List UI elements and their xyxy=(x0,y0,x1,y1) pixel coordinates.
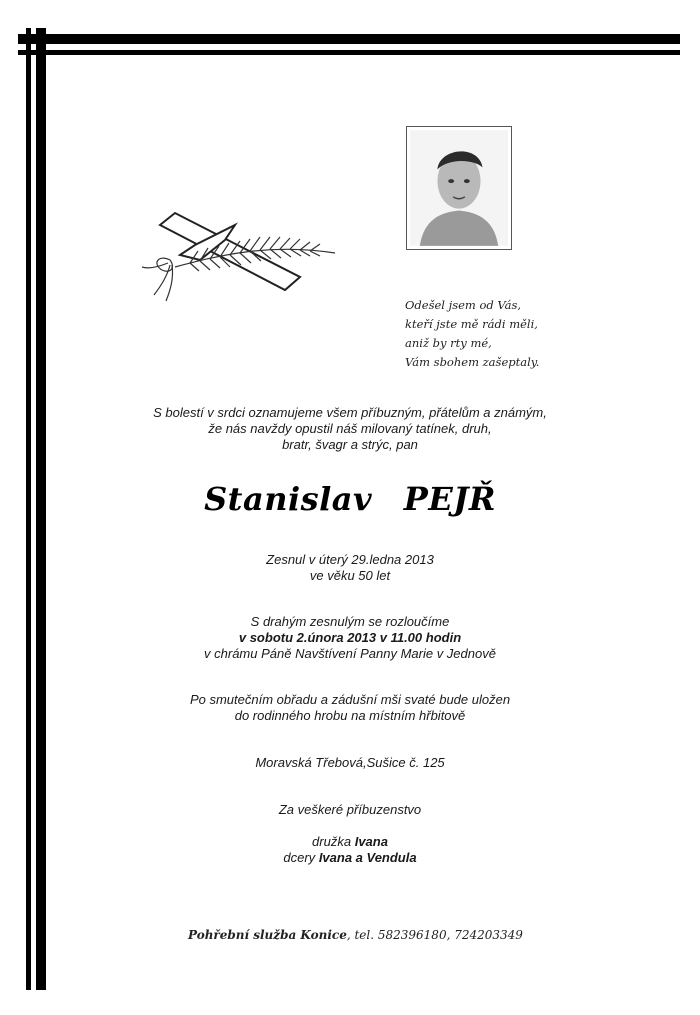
farewell-intro: S drahým zesnulým se rozloučíme xyxy=(250,614,450,629)
left-border-thick xyxy=(36,28,46,990)
address-text: Moravská Třebová,Sušice č. 125 xyxy=(255,755,445,770)
poem-line: kteří jste mě rádi měli, xyxy=(405,317,538,331)
daughters-names: Ivana a Vendula xyxy=(318,850,417,865)
address xyxy=(60,755,640,771)
portrait-image xyxy=(410,130,508,246)
family-daughters xyxy=(60,850,640,866)
deceased-first-name: Stanislav xyxy=(204,480,373,518)
burial-line: do rodinného hrobu na místním hřbitově xyxy=(234,708,466,723)
farewell-place: v chrámu Páně Navštívení Panny Marie v Jednově xyxy=(204,646,496,661)
daughters-prefix: dcery xyxy=(283,850,316,865)
deceased-name xyxy=(60,480,640,518)
announcement-line: bratr, švagr a strýc, pan xyxy=(282,437,418,452)
farewell-info xyxy=(60,614,640,662)
farewell-datetime: v sobotu 2.února 2013 v 11.00 hodin xyxy=(238,630,462,645)
family-intro xyxy=(60,802,640,818)
partner-prefix: družka xyxy=(312,834,352,849)
death-age: ve věku 50 let xyxy=(309,568,391,583)
announcement-line: že nás navždy opustil náš milovaný tatínek, druh, xyxy=(208,421,492,436)
family-intro-text: Za veškeré příbuzenstvo xyxy=(278,802,422,817)
announcement-line: S bolestí v srdci oznamujeme všem příbuzným, přátelům a známým, xyxy=(153,405,547,420)
deceased-last-name: PEJŘ xyxy=(403,480,496,518)
poem-line: Vám sbohem zašeptaly. xyxy=(405,355,540,369)
funeral-service-phone: , tel. 582396180, 724203349 xyxy=(346,928,523,942)
funeral-service-footer xyxy=(188,928,608,942)
poem xyxy=(405,296,605,372)
family-members xyxy=(60,834,640,866)
announcement xyxy=(60,405,640,453)
cross-with-branch-icon xyxy=(140,205,340,325)
family-partner xyxy=(60,834,640,850)
left-border-thin xyxy=(26,28,31,990)
portrait-photo xyxy=(406,126,512,250)
funeral-service-name: Pohřební služba Konice xyxy=(188,928,347,942)
death-info xyxy=(60,552,640,584)
death-date: Zesnul v úterý 29.ledna 2013 xyxy=(266,552,434,567)
poem-line: aniž by rty mé, xyxy=(405,336,492,350)
poem-line: Odešel jsem od Vás, xyxy=(405,298,522,312)
partner-name: Ivana xyxy=(354,834,388,849)
burial-info xyxy=(60,692,640,724)
top-border-thick xyxy=(18,34,680,44)
top-border-thin xyxy=(18,50,680,55)
burial-line: Po smutečním obřadu a zádušní mši svaté bude uložen xyxy=(189,692,511,707)
